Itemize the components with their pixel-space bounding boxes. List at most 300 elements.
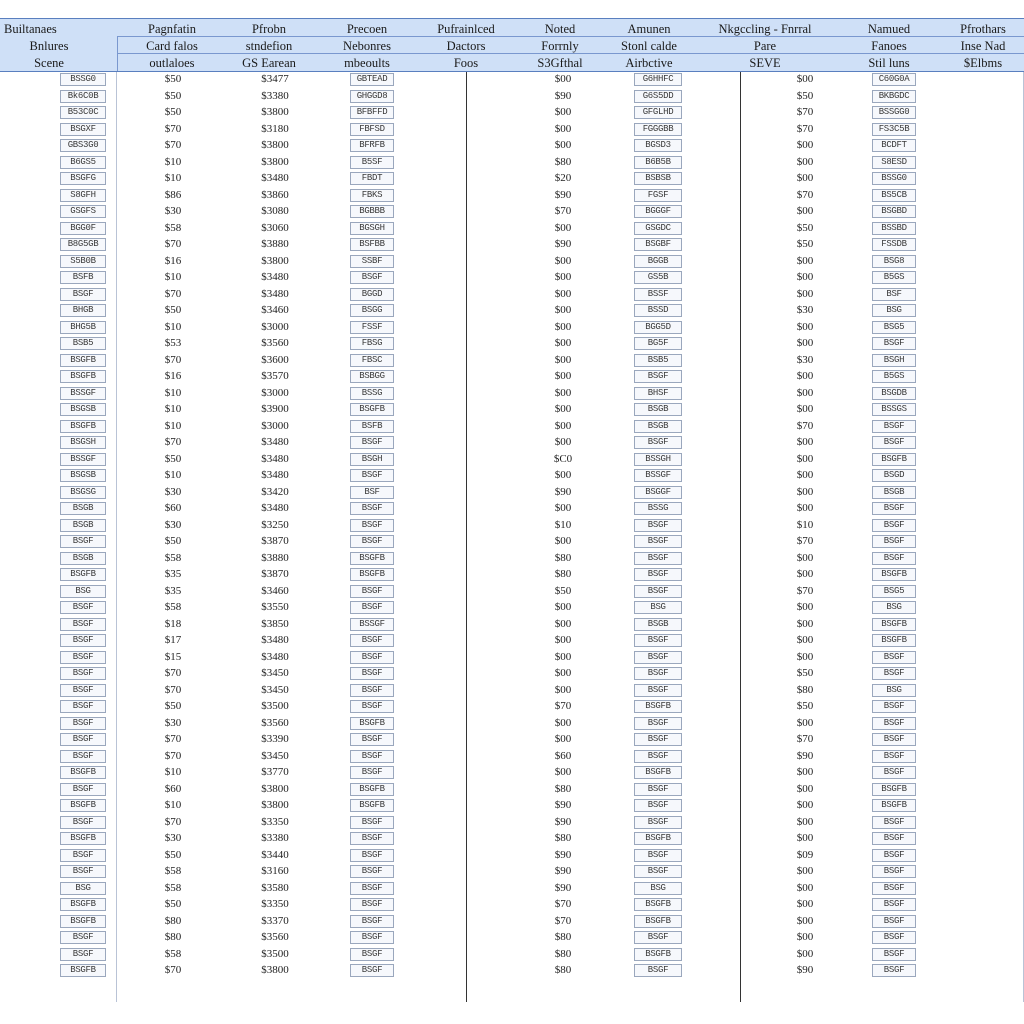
- code-cell[interactable]: BHSF: [634, 387, 682, 400]
- table-row[interactable]: [0, 72, 1024, 89]
- code-cell[interactable]: BSSD: [634, 304, 682, 317]
- table-row[interactable]: [0, 237, 1024, 254]
- code-cell[interactable]: BSGF: [60, 717, 106, 730]
- code-cell[interactable]: BHG5B: [60, 321, 106, 334]
- header-cell[interactable]: Scene: [34, 56, 64, 70]
- header-cell[interactable]: Forrnly: [541, 39, 579, 53]
- table-row[interactable]: [0, 699, 1024, 716]
- code-cell[interactable]: BSGBF: [634, 238, 682, 251]
- amount-cell[interactable]: $80: [554, 551, 572, 564]
- code-cell[interactable]: BSGF: [350, 519, 394, 532]
- code-cell[interactable]: BSFB: [60, 271, 106, 284]
- code-cell[interactable]: GSGFS: [60, 205, 106, 218]
- table-row[interactable]: [0, 963, 1024, 980]
- amount-cell[interactable]: $00: [554, 287, 572, 300]
- amount-cell[interactable]: $3500: [261, 700, 289, 712]
- table-row[interactable]: [0, 600, 1024, 617]
- amount-cell[interactable]: $3560: [261, 337, 289, 349]
- code-cell[interactable]: B5GS: [872, 370, 916, 383]
- code-cell[interactable]: BSGF: [60, 667, 106, 680]
- amount-cell[interactable]: $00: [796, 634, 814, 646]
- amount-cell[interactable]: $00: [554, 254, 572, 267]
- code-cell[interactable]: BSGFB: [872, 783, 916, 796]
- amount-cell[interactable]: $50: [796, 89, 814, 102]
- amount-cell[interactable]: $3800: [261, 254, 289, 267]
- code-cell[interactable]: BSGFB: [60, 766, 106, 779]
- code-cell[interactable]: BSGF: [350, 915, 394, 928]
- table-row[interactable]: [0, 221, 1024, 238]
- amount-cell[interactable]: $00: [554, 271, 572, 283]
- amount-cell[interactable]: $50: [554, 584, 572, 597]
- code-cell[interactable]: BSGG: [350, 304, 394, 317]
- amount-cell[interactable]: $00: [796, 337, 814, 349]
- amount-cell[interactable]: $80: [554, 964, 572, 976]
- code-cell[interactable]: FSSDB: [872, 238, 916, 251]
- code-cell[interactable]: BSGFB: [60, 354, 106, 367]
- code-cell[interactable]: BSGB: [60, 552, 106, 565]
- code-cell[interactable]: BSGFB: [60, 420, 106, 433]
- amount-cell[interactable]: $00: [554, 733, 572, 745]
- code-cell[interactable]: BSGFB: [872, 634, 916, 647]
- amount-cell[interactable]: $50: [164, 106, 182, 118]
- amount-cell[interactable]: $50: [164, 304, 182, 316]
- header-cell[interactable]: GS Earean: [242, 56, 296, 70]
- code-cell[interactable]: BSSGS: [872, 403, 916, 416]
- code-cell[interactable]: B6GS5: [60, 156, 106, 169]
- code-cell[interactable]: BSGDB: [872, 387, 916, 400]
- code-cell[interactable]: GS5B: [634, 271, 682, 284]
- table-row[interactable]: [0, 584, 1024, 601]
- amount-cell[interactable]: $30: [796, 304, 814, 316]
- table-row[interactable]: [0, 798, 1024, 815]
- code-cell[interactable]: BSGF: [634, 964, 682, 977]
- code-cell[interactable]: BSGFB: [872, 568, 916, 581]
- code-cell[interactable]: FBDT: [350, 172, 394, 185]
- header-cell[interactable]: S3Gfthal: [537, 56, 583, 70]
- code-cell[interactable]: BSSGH: [634, 453, 682, 466]
- code-cell[interactable]: BSSGF: [634, 469, 682, 482]
- amount-cell[interactable]: $00: [796, 947, 814, 960]
- amount-cell[interactable]: $00: [796, 73, 814, 85]
- amount-cell[interactable]: $58: [164, 221, 182, 234]
- code-cell[interactable]: BSFBB: [350, 238, 394, 251]
- amount-cell[interactable]: $00: [554, 386, 572, 399]
- code-cell[interactable]: BSFB: [350, 420, 394, 433]
- amount-cell[interactable]: $3450: [261, 683, 289, 696]
- amount-cell[interactable]: $3560: [261, 931, 289, 943]
- amount-cell[interactable]: $10: [164, 320, 182, 333]
- header-cell[interactable]: Dactors: [446, 39, 486, 53]
- code-cell[interactable]: BSSGG0: [872, 106, 916, 119]
- code-cell[interactable]: BSG: [634, 601, 682, 614]
- code-cell[interactable]: BS5CB: [872, 189, 916, 202]
- table-row[interactable]: [0, 666, 1024, 683]
- amount-cell[interactable]: $3560: [261, 716, 289, 729]
- code-cell[interactable]: GHGGD8: [350, 90, 394, 103]
- amount-cell[interactable]: $50: [164, 898, 182, 910]
- amount-cell[interactable]: $35: [164, 584, 182, 597]
- amount-cell[interactable]: $58: [164, 865, 182, 877]
- amount-cell[interactable]: $50: [164, 535, 182, 547]
- code-cell[interactable]: BSG: [60, 882, 106, 895]
- amount-cell[interactable]: $70: [164, 287, 182, 300]
- table-row[interactable]: [0, 369, 1024, 386]
- code-cell[interactable]: BSGFB: [350, 552, 394, 565]
- code-cell[interactable]: BSGF: [350, 634, 394, 647]
- code-cell[interactable]: BSGF: [350, 816, 394, 829]
- code-cell[interactable]: BSGF: [634, 750, 682, 763]
- amount-cell[interactable]: $80: [554, 931, 572, 943]
- amount-cell[interactable]: $00: [554, 419, 572, 432]
- code-cell[interactable]: BSSG: [634, 502, 682, 515]
- code-cell[interactable]: G6HHFC: [634, 73, 682, 86]
- amount-cell[interactable]: $3350: [261, 815, 289, 828]
- code-cell[interactable]: BSGF: [60, 618, 106, 631]
- code-cell[interactable]: BSSG0: [872, 172, 916, 185]
- amount-cell[interactable]: $10: [796, 518, 814, 531]
- amount-cell[interactable]: $3060: [261, 221, 289, 234]
- amount-cell[interactable]: $10: [164, 419, 182, 432]
- amount-cell[interactable]: $3350: [261, 898, 289, 910]
- amount-cell[interactable]: $50: [796, 221, 814, 234]
- code-cell[interactable]: BSGSB: [60, 469, 106, 482]
- table-row[interactable]: [0, 254, 1024, 271]
- header-cell[interactable]: Amunen: [627, 22, 671, 36]
- amount-cell[interactable]: $3480: [261, 469, 289, 481]
- code-cell[interactable]: BSBSB: [634, 172, 682, 185]
- amount-cell[interactable]: $10: [164, 403, 182, 415]
- code-cell[interactable]: BSSG: [350, 387, 394, 400]
- code-cell[interactable]: BSB5: [634, 354, 682, 367]
- code-cell[interactable]: BSGFB: [60, 832, 106, 845]
- amount-cell[interactable]: $3477: [261, 73, 289, 85]
- code-cell[interactable]: BSGF: [872, 502, 916, 515]
- amount-cell[interactable]: $10: [164, 172, 182, 184]
- amount-cell[interactable]: $3570: [261, 370, 289, 382]
- code-cell[interactable]: BSGH: [350, 453, 394, 466]
- code-cell[interactable]: BSGF: [872, 667, 916, 680]
- table-row[interactable]: [0, 633, 1024, 650]
- amount-cell[interactable]: $3860: [261, 188, 289, 201]
- code-cell[interactable]: BGBBB: [350, 205, 394, 218]
- amount-cell[interactable]: $00: [796, 469, 814, 481]
- code-cell[interactable]: BGSD3: [634, 139, 682, 152]
- code-cell[interactable]: BSGF: [872, 552, 916, 565]
- code-cell[interactable]: BSGF: [634, 535, 682, 548]
- code-cell[interactable]: BSG: [872, 684, 916, 697]
- table-row[interactable]: [0, 501, 1024, 518]
- amount-cell[interactable]: $3380: [261, 89, 289, 102]
- code-cell[interactable]: FGGGBB: [634, 123, 682, 136]
- amount-cell[interactable]: $3870: [261, 535, 289, 547]
- code-cell[interactable]: BSGF: [872, 733, 916, 746]
- code-cell[interactable]: BSGF: [60, 535, 106, 548]
- code-cell[interactable]: BSGSG: [60, 486, 106, 499]
- amount-cell[interactable]: $86: [164, 188, 182, 201]
- code-cell[interactable]: BSGF: [350, 898, 394, 911]
- amount-cell[interactable]: $3480: [261, 436, 289, 448]
- amount-cell[interactable]: $70: [796, 419, 814, 432]
- code-cell[interactable]: BSGFB: [634, 766, 682, 779]
- code-cell[interactable]: BGGGF: [634, 205, 682, 218]
- code-cell[interactable]: FSSF: [350, 321, 394, 334]
- table-row[interactable]: [0, 518, 1024, 535]
- header-cell[interactable]: Noted: [544, 22, 576, 36]
- amount-cell[interactable]: $50: [796, 700, 814, 712]
- code-cell[interactable]: BSGF: [60, 288, 106, 301]
- amount-cell[interactable]: $00: [554, 353, 572, 366]
- amount-cell[interactable]: $00: [796, 799, 814, 811]
- amount-cell[interactable]: $3480: [261, 287, 289, 300]
- amount-cell[interactable]: $3480: [261, 650, 289, 663]
- code-cell[interactable]: BSGFB: [350, 783, 394, 796]
- code-cell[interactable]: BSGF: [350, 700, 394, 713]
- amount-cell[interactable]: $3380: [261, 832, 289, 844]
- amount-cell[interactable]: $00: [796, 601, 814, 613]
- amount-cell[interactable]: $00: [796, 155, 814, 168]
- amount-cell[interactable]: $30: [164, 518, 182, 531]
- amount-cell[interactable]: $3900: [261, 403, 289, 415]
- amount-cell[interactable]: $00: [796, 815, 814, 828]
- amount-cell[interactable]: $50: [164, 700, 182, 712]
- table-row[interactable]: [0, 485, 1024, 502]
- code-cell[interactable]: BSGFB: [634, 700, 682, 713]
- amount-cell[interactable]: $3450: [261, 667, 289, 679]
- code-cell[interactable]: BSGF: [350, 271, 394, 284]
- amount-cell[interactable]: $70: [554, 205, 572, 217]
- code-cell[interactable]: BSGF: [872, 519, 916, 532]
- code-cell[interactable]: BSGF: [60, 634, 106, 647]
- amount-cell[interactable]: $00: [554, 634, 572, 646]
- amount-cell[interactable]: $70: [796, 733, 814, 745]
- amount-cell[interactable]: $90: [554, 881, 572, 894]
- code-cell[interactable]: BSGF: [350, 849, 394, 862]
- header-cell[interactable]: Stil luns: [868, 56, 910, 70]
- amount-cell[interactable]: $3420: [261, 485, 289, 498]
- code-cell[interactable]: BSGFB: [60, 799, 106, 812]
- code-cell[interactable]: FBSG: [350, 337, 394, 350]
- code-cell[interactable]: BSGF: [634, 865, 682, 878]
- table-row[interactable]: [0, 303, 1024, 320]
- amount-cell[interactable]: $70: [164, 683, 182, 696]
- amount-cell[interactable]: $00: [554, 667, 572, 679]
- table-row[interactable]: [0, 534, 1024, 551]
- header-cell[interactable]: Builtanaes: [4, 22, 57, 36]
- amount-cell[interactable]: $00: [796, 436, 814, 448]
- amount-cell[interactable]: $00: [796, 403, 814, 415]
- amount-cell[interactable]: $3480: [261, 172, 289, 184]
- code-cell[interactable]: BSGF: [350, 502, 394, 515]
- code-cell[interactable]: BSSF: [634, 288, 682, 301]
- table-row[interactable]: [0, 89, 1024, 106]
- code-cell[interactable]: BSGF: [872, 750, 916, 763]
- code-cell[interactable]: BSGSH: [60, 436, 106, 449]
- amount-cell[interactable]: $80: [554, 782, 572, 795]
- amount-cell[interactable]: $3800: [261, 155, 289, 168]
- amount-cell[interactable]: $00: [796, 881, 814, 894]
- code-cell[interactable]: BSF: [872, 288, 916, 301]
- code-cell[interactable]: BSF: [350, 486, 394, 499]
- amount-cell[interactable]: $00: [554, 683, 572, 696]
- code-cell[interactable]: BGG5D: [634, 321, 682, 334]
- amount-cell[interactable]: $00: [796, 485, 814, 498]
- amount-cell[interactable]: $30: [164, 832, 182, 844]
- code-cell[interactable]: BSGFB: [634, 898, 682, 911]
- code-cell[interactable]: BSGF: [350, 684, 394, 697]
- code-cell[interactable]: BSGF: [872, 964, 916, 977]
- code-cell[interactable]: BSGF: [60, 948, 106, 961]
- table-row[interactable]: [0, 732, 1024, 749]
- table-row[interactable]: [0, 897, 1024, 914]
- code-cell[interactable]: BSGF: [634, 849, 682, 862]
- code-cell[interactable]: BSGF: [60, 865, 106, 878]
- amount-cell[interactable]: $00: [554, 601, 572, 613]
- table-row[interactable]: [0, 402, 1024, 419]
- table-row[interactable]: [0, 617, 1024, 634]
- table-row[interactable]: [0, 765, 1024, 782]
- header-cell[interactable]: Bnlures: [29, 39, 69, 53]
- header-cell[interactable]: Card falos: [146, 39, 198, 53]
- code-cell[interactable]: BSGF: [350, 667, 394, 680]
- table-row[interactable]: [0, 881, 1024, 898]
- code-cell[interactable]: BSGSB: [60, 403, 106, 416]
- table-row[interactable]: [0, 122, 1024, 139]
- code-cell[interactable]: BSGF: [872, 832, 916, 845]
- code-cell[interactable]: BSGB: [872, 486, 916, 499]
- code-cell[interactable]: BSGB: [634, 420, 682, 433]
- amount-cell[interactable]: $60: [164, 782, 182, 795]
- code-cell[interactable]: BSGF: [350, 585, 394, 598]
- amount-cell[interactable]: $C0: [553, 452, 573, 465]
- code-cell[interactable]: BSGFB: [872, 618, 916, 631]
- amount-cell[interactable]: $3600: [261, 353, 289, 366]
- code-cell[interactable]: BKBGDC: [872, 90, 916, 103]
- code-cell[interactable]: BSGFB: [60, 568, 106, 581]
- header-cell[interactable]: Pfrobn: [251, 22, 287, 36]
- amount-cell[interactable]: $58: [164, 947, 182, 960]
- amount-cell[interactable]: $00: [796, 650, 814, 663]
- code-cell[interactable]: BG5F: [634, 337, 682, 350]
- amount-cell[interactable]: $90: [554, 848, 572, 861]
- amount-cell[interactable]: $18: [164, 617, 182, 630]
- amount-cell[interactable]: $90: [554, 89, 572, 102]
- code-cell[interactable]: BSSGF: [350, 618, 394, 631]
- amount-cell[interactable]: $00: [796, 782, 814, 795]
- header-cell[interactable]: Namued: [867, 22, 911, 36]
- amount-cell[interactable]: $3850: [261, 617, 289, 630]
- code-cell[interactable]: BSSG0: [60, 73, 106, 86]
- code-cell[interactable]: BSGF: [634, 931, 682, 944]
- amount-cell[interactable]: $3480: [261, 271, 289, 283]
- code-cell[interactable]: BSGF: [634, 684, 682, 697]
- amount-cell[interactable]: $80: [164, 931, 182, 943]
- code-cell[interactable]: BSGFB: [350, 799, 394, 812]
- header-cell[interactable]: Pufrainlced: [437, 22, 495, 36]
- amount-cell[interactable]: $50: [164, 848, 182, 861]
- amount-cell[interactable]: $70: [164, 436, 182, 448]
- code-cell[interactable]: B53C0C: [60, 106, 106, 119]
- amount-cell[interactable]: $00: [554, 650, 572, 663]
- header-cell[interactable]: Fanoes: [871, 39, 907, 53]
- table-row[interactable]: [0, 435, 1024, 452]
- amount-cell[interactable]: $70: [796, 122, 814, 135]
- code-cell[interactable]: BSGF: [634, 717, 682, 730]
- amount-cell[interactable]: $30: [164, 205, 182, 217]
- amount-cell[interactable]: $3000: [261, 386, 289, 399]
- code-cell[interactable]: S8GFH: [60, 189, 106, 202]
- amount-cell[interactable]: $3080: [261, 205, 289, 217]
- amount-cell[interactable]: $80: [554, 568, 572, 580]
- amount-cell[interactable]: $00: [554, 122, 572, 135]
- amount-cell[interactable]: $58: [164, 881, 182, 894]
- amount-cell[interactable]: $00: [796, 568, 814, 580]
- amount-cell[interactable]: $3440: [261, 848, 289, 861]
- code-cell[interactable]: B6B5B: [634, 156, 682, 169]
- code-cell[interactable]: BSGF: [60, 816, 106, 829]
- code-cell[interactable]: BSGF: [60, 684, 106, 697]
- amount-cell[interactable]: $90: [796, 749, 814, 762]
- amount-cell[interactable]: $00: [796, 139, 814, 151]
- code-cell[interactable]: BSGF: [872, 717, 916, 730]
- table-row[interactable]: [0, 155, 1024, 172]
- code-cell[interactable]: BSG: [872, 304, 916, 317]
- code-cell[interactable]: BSGF: [872, 535, 916, 548]
- amount-cell[interactable]: $60: [554, 749, 572, 762]
- table-row[interactable]: [0, 320, 1024, 337]
- code-cell[interactable]: BSGF: [350, 750, 394, 763]
- amount-cell[interactable]: $00: [554, 73, 572, 85]
- code-cell[interactable]: BSGXF: [60, 123, 106, 136]
- code-cell[interactable]: BSGF: [634, 585, 682, 598]
- amount-cell[interactable]: $50: [796, 238, 814, 250]
- table-row[interactable]: [0, 848, 1024, 865]
- code-cell[interactable]: BSGF: [634, 799, 682, 812]
- table-row[interactable]: [0, 914, 1024, 931]
- code-cell[interactable]: BSGFB: [872, 799, 916, 812]
- code-cell[interactable]: BSGF: [350, 766, 394, 779]
- code-cell[interactable]: BSGF: [634, 552, 682, 565]
- code-cell[interactable]: BSGF: [350, 651, 394, 664]
- code-cell[interactable]: BSGF: [872, 882, 916, 895]
- code-cell[interactable]: BSGH: [872, 354, 916, 367]
- code-cell[interactable]: BSGB: [634, 403, 682, 416]
- code-cell[interactable]: BSGF: [60, 931, 106, 944]
- code-cell[interactable]: BSGFB: [60, 370, 106, 383]
- header-cell[interactable]: Nkgccling - Fnrral: [718, 22, 812, 36]
- table-row[interactable]: [0, 336, 1024, 353]
- code-cell[interactable]: BSB5: [60, 337, 106, 350]
- code-cell[interactable]: BSGFB: [60, 915, 106, 928]
- amount-cell[interactable]: $10: [164, 799, 182, 811]
- amount-cell[interactable]: $3180: [261, 122, 289, 135]
- code-cell[interactable]: BSGF: [872, 948, 916, 961]
- amount-cell[interactable]: $3550: [261, 601, 289, 613]
- code-cell[interactable]: BSGF: [350, 931, 394, 944]
- code-cell[interactable]: BSGF: [872, 420, 916, 433]
- code-cell[interactable]: FBFSD: [350, 123, 394, 136]
- code-cell[interactable]: GFGLHD: [634, 106, 682, 119]
- amount-cell[interactable]: $50: [164, 89, 182, 102]
- amount-cell[interactable]: $3880: [261, 238, 289, 250]
- amount-cell[interactable]: $00: [796, 865, 814, 877]
- amount-cell[interactable]: $70: [164, 238, 182, 250]
- amount-cell[interactable]: $70: [164, 122, 182, 135]
- amount-cell[interactable]: $00: [796, 551, 814, 564]
- code-cell[interactable]: BSGF: [350, 436, 394, 449]
- amount-cell[interactable]: $10: [164, 386, 182, 399]
- amount-cell[interactable]: $70: [164, 139, 182, 151]
- amount-cell[interactable]: $3460: [261, 304, 289, 316]
